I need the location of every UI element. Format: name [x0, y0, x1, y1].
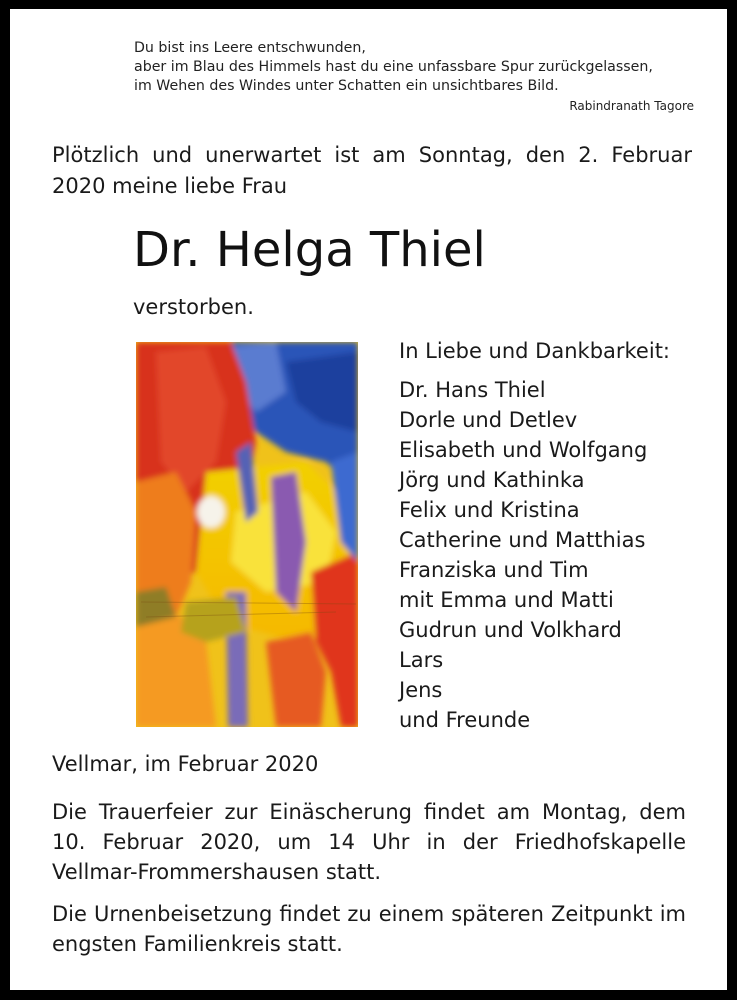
obituary-card: [10, 9, 727, 990]
quote-line: Du bist ins Leere entschwunden,: [134, 40, 366, 56]
mourner-name: Dr. Hans Thiel: [399, 378, 546, 402]
funeral-info: Die Trauerfeier zur Einäscherung findet am Montag, dem 10. Februar 2020, um 14 Uhr in der Friedhofskapelle Vellmar-Frommershausen statt.: [52, 800, 686, 884]
abstract-painting-image: [136, 342, 358, 727]
urn-burial-info: Die Urnenbeisetzung findet zu einem späteren Zeitpunkt im engsten Familienkreis statt.: [52, 902, 686, 956]
place-date: Vellmar, im Februar 2020: [52, 752, 319, 776]
mourner-name: und Freunde: [399, 708, 531, 732]
quote-author: Rabindranath Tagore: [569, 99, 694, 113]
memorial-quote: [134, 39, 694, 115]
mourner-name: Gudrun und Volkhard: [399, 618, 622, 642]
mourner-name: Felix und Kristina: [399, 498, 580, 522]
died-text: verstorben.: [133, 295, 254, 319]
mourner-name: Jens: [399, 678, 443, 702]
mourner-name: Jörg und Kathinka: [399, 468, 585, 492]
quote-line: aber im Blau des Himmels hast du eine unfassbare Spur zurückgelassen,: [134, 59, 653, 75]
mourners-heading: In Liebe und Dankbarkeit:: [399, 339, 671, 363]
mourner-name: Dorle und Detlev: [399, 408, 578, 432]
mourners-list: [399, 336, 699, 735]
quote-line: im Wehen des Windes unter Schatten ein unsichtbares Bild.: [134, 78, 559, 94]
mourner-name: Lars: [399, 648, 444, 672]
mourner-name: Franziska und Tim: [399, 558, 589, 582]
mourner-name: Catherine und Matthias: [399, 528, 646, 552]
mourner-name: mit Emma und Matti: [399, 588, 614, 612]
deceased-name: Dr. Helga Thiel: [133, 222, 486, 278]
mourner-name: Elisabeth und Wolfgang: [399, 438, 648, 462]
announcement-intro: Plötzlich und unerwartet ist am Sonntag, den 2. Februar 2020 meine liebe Frau: [52, 143, 692, 198]
